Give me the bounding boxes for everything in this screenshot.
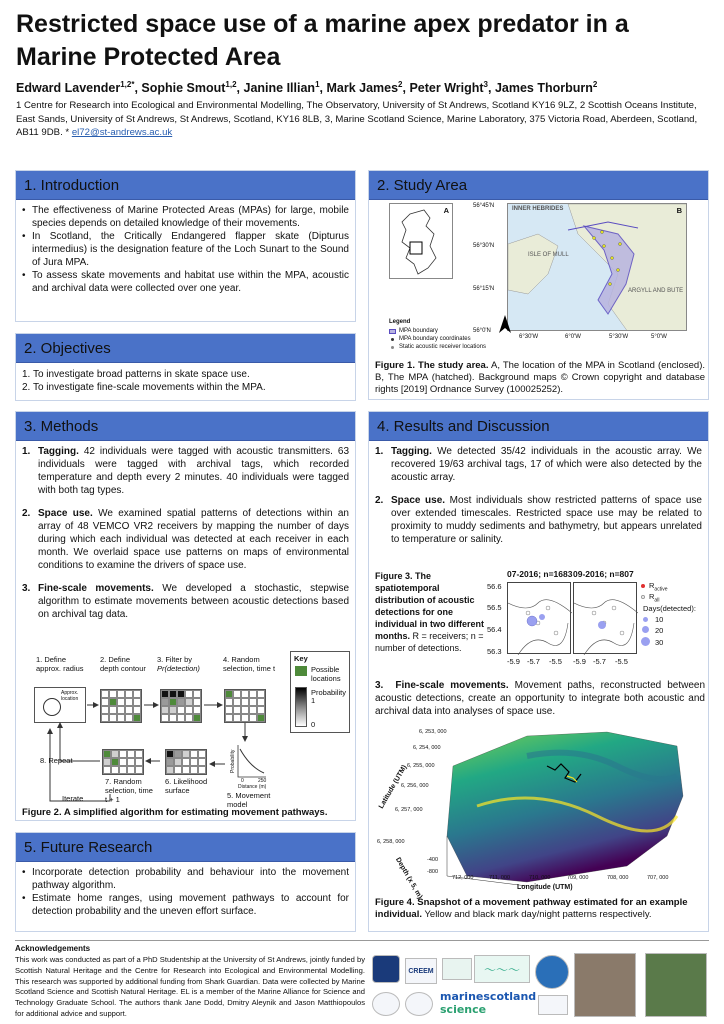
fig3-xtick-1: -5.9 (507, 657, 520, 666)
item-number: 1. (375, 446, 384, 457)
fig1-caption (375, 360, 705, 396)
fig3-panel-title-1: 07-2016; n=1683 (507, 569, 573, 579)
dist-tick-250: 250 (258, 778, 267, 784)
dist-axis-label: Distance (m) (238, 784, 267, 790)
author-affiliation-mark: 2 (592, 80, 598, 89)
numbered-item: 3. Fine-scale movements. We developed a stochastic, stepwise algorithm to estimate movements between acoustic detections based on archival tag data. (22, 583, 349, 620)
future-panel (15, 832, 356, 932)
legend-r-active-dot (641, 584, 645, 588)
item-number: 2. (375, 495, 384, 506)
sams-logo (538, 995, 568, 1015)
map-label-b: B (676, 206, 682, 215)
oceans-logo-2 (405, 992, 433, 1016)
affiliation-text: 1 Centre for Research into Ecological and Environmental Modelling, The Observatory, University of St Andrews, Scotland KY16 9LZ, 2 Scottish Oceans Institute, East Sands, University of St Andrews, St Andrews, Scotland, KY16 8LB, 3, Marine Scotland Science, Marine Laboratory, 375 Victoria Road, Aberdeen, Scotland, AB11 9DB. * (16, 100, 698, 138)
fig3-map-2 (574, 583, 638, 655)
legend-r-active-sub: active (654, 586, 668, 593)
fig4-lon-tick-5: 708, 000 (607, 875, 629, 881)
lon-tick-1: 6°30'W (519, 334, 539, 340)
methods-list (22, 445, 349, 621)
bullet-item: • The effectiveness of Marine Protected Areas (MPAs) for large, mobile species depends on detailed knowledge of their movements. (22, 204, 349, 230)
legend-10: 10 (655, 615, 664, 624)
legend-20-dot (642, 626, 649, 633)
fig4-caption (375, 897, 705, 921)
objectives-panel (15, 333, 356, 401)
bullet-item: • In Scotland, the Critically Endangered flapper skate (Dipturus intermedius) is the designation feature of the Loch Sunart to the Sound of Jura MPA. (22, 230, 349, 269)
objective-item: 2. To investigate fine-scale movements within the MPA. (22, 382, 266, 393)
likelihood-grid (165, 749, 207, 775)
step7-label: 7. Random selection, time t + 1 (105, 777, 153, 804)
study-panel (368, 170, 709, 400)
step1-label: 1. Define approx. radius (36, 655, 84, 673)
numbered-item: 2. Space use. Most individuals show restricted patterns of space use over extended timescales. Restricted space use may be related to proximity to muddy sediments and bathymetry, but appears unrelated to temperature or salinity. (375, 495, 702, 545)
inset-label-a: A (443, 206, 449, 215)
ack-text: This work was conducted as part of a PhD Studentship at the University of St Andrews, jointly funded by Scottish Natural Heritage and the Centre for Research into Ecological and Environmental Modelling. This research was supported by additional funding from Shark Guardian. Data were collected by Marine Scotland Science and Scottish Natural Heritage. EL is a member of the Marine Alliance for Science and Technology Graduate School. The authors thank Jane Dodd, Dmitry Aleynik and Jason Matthiopoulos for additional advice and support. (15, 955, 365, 1018)
creem-logo (405, 958, 437, 984)
study-map-area (389, 201, 689, 359)
iterate-label: Iterate (62, 794, 84, 803)
study-heading: 2. Study Area (369, 171, 708, 200)
numbered-item: 2. Space use. We examined spatial patterns of detections within an array of 48 VEMCO VR2 receivers by mapping the number of days during which each individual was detected at each receiver in each month. We overlaid space use patterns on maps of environmental conditions to examine the drivers of space use. (22, 508, 349, 571)
legend-swatch-boundary (389, 329, 396, 334)
fig3-chart (487, 570, 707, 670)
scotland-inset (389, 203, 453, 279)
fig1-caption-text: A, The location of the MPA in Scotland (enclosed). B, The MPA (hatched). Background maps © Crown copyright and database rights [2019] Ordnance Survey (100025252). (375, 360, 705, 395)
fig3-panel-title-2: 09-2016; n=807 (573, 569, 634, 579)
st-andrews-logo (372, 955, 400, 983)
fig3-panel-1 (507, 582, 571, 654)
oceans-logo (372, 992, 400, 1016)
key-title: Key (294, 654, 308, 663)
objectives-list (16, 363, 355, 398)
fig4-lat-label: Latitude (UTM) (377, 764, 409, 810)
fig3-xtick-3: -5.5 (549, 657, 562, 666)
mull-label: ISLE OF MULL (528, 252, 569, 258)
skate-photo (574, 953, 636, 1017)
key-prob-one: 1 (311, 696, 316, 705)
legend-swatch-receivers (391, 346, 394, 349)
fig4-caption-bold: Figure 4. Snapshot of a movement pathway estimated for an example individual. (375, 897, 688, 920)
legend-r-all-dot (641, 595, 645, 599)
step3-formula: Pr(detection) (157, 664, 200, 673)
fig4-lon-tick-3: 710, 000 (529, 875, 551, 881)
fig4-lon-tick-4: 709, 000 (567, 875, 589, 881)
bullet-item: • Incorporate detection probability and behaviour into the movement pathway algorithm. (22, 866, 349, 892)
fig3-xtick-2: -5.7 (527, 657, 540, 666)
author-list: Edward Lavender$^{1,2*}$, Sophie Smout$^{1,2}$, Janine Illian$^1$, Mark James$^2$, Peter Wright$^3$, James Thorburn$^2$ (16, 80, 598, 96)
north-arrow-icon (499, 315, 511, 333)
fig3-ytick-2: 56.5 (487, 603, 502, 612)
author-name: Edward Lavender (16, 81, 121, 96)
lon-tick-3: 5°30'W (609, 334, 629, 340)
step4-label: 4. Random selection, time t (223, 655, 276, 673)
bullet-item: • To assess skate movements and habitat use within the MPA, acoustic and archival data were collected over one year. (22, 269, 349, 295)
lat-tick-2: 56°30'N (473, 243, 495, 249)
methods-heading: 3. Methods (16, 412, 355, 441)
fig3-xtick-6: -5.5 (615, 657, 628, 666)
poster-title: Restricted space use of a marine apex predator in a Marine Protected Area (16, 10, 629, 71)
item-number: 1. (22, 446, 31, 457)
fig1-caption-bold: Figure 1. The study area. (375, 360, 489, 371)
legend-days-label: Days(detected): (643, 604, 696, 613)
legend-item-2: MPA boundary coordinates (399, 336, 471, 342)
creem-logo-text: CREEM (408, 967, 434, 975)
inner-hebrides-label: INNER HEBRIDES (512, 206, 564, 212)
shark-guardian-logo (535, 955, 569, 989)
lat-tick-1: 56°45'N (473, 203, 495, 209)
fig4-lat-tick-3: 6, 255, 000 (407, 763, 435, 769)
legend-30-dot (641, 637, 650, 646)
legend-r-active-r: R (649, 581, 655, 590)
author-name: Sophie Smout (141, 81, 226, 96)
fig4-lat-tick-5: 6, 257, 000 (395, 807, 423, 813)
fig3-ytick-3: 56.4 (487, 625, 502, 634)
intro-heading: 1. Introduction (16, 171, 355, 200)
fig4-lat-tick-4: 6, 256, 000 (401, 783, 429, 789)
results-panel (368, 411, 709, 932)
step5-label: 5. Movement model (227, 791, 271, 809)
fig3-map-1 (508, 583, 572, 655)
fig4-lat-tick-6: 6, 258, 000 (377, 839, 405, 845)
author-affiliation-mark: 3 (483, 80, 488, 89)
mpa-map (507, 203, 687, 331)
fig3-xtick-4: -5.9 (573, 657, 586, 666)
item-heading: Tagging. (391, 446, 432, 457)
key-prob-zero: 0 (311, 720, 316, 729)
mast-logo: 〜〜〜 (474, 955, 530, 983)
legend-title: Legend (389, 319, 411, 325)
fig4-depth-label: Depth (x 5, m) (394, 856, 424, 901)
item-heading: Fine-scale movements. (38, 583, 154, 594)
approx-location-label: Approx. location (61, 690, 79, 702)
legend-30: 30 (655, 638, 664, 647)
fig4-caption-text: Yellow and black mark day/night patterns respectively. (421, 909, 652, 920)
future-heading: 5. Future Research (16, 833, 355, 862)
fig4-surface (377, 726, 703, 901)
fig4-lat-tick-2: 6, 254, 000 (413, 745, 441, 751)
legend-swatch-coords (391, 338, 394, 341)
fig3-caption-text: R = receivers; n = number of detections. (375, 631, 484, 653)
mpa-map-drawing (508, 204, 687, 331)
methods-panel (15, 411, 356, 821)
email-link[interactable]: el72@st-andrews.ac.uk (71, 127, 173, 138)
author-affiliation-mark: 1 (315, 80, 320, 89)
legend-r-all-sub: all (654, 597, 660, 604)
fig3-caption-bold: Figure 3. The spatiotemporal distribution of acoustic detections for one individual in two different months. (375, 571, 484, 641)
legend-10-dot (643, 617, 648, 622)
numbered-item: 1. Tagging. We detected 35/42 individuals in the acoustic array. We recovered 19/63 archival tags, 17 of which were also detected by the acoustic array. (375, 446, 702, 483)
fig4-lat-tick-1: 6, 253, 000 (419, 729, 447, 735)
fig3-caption (375, 570, 485, 654)
results-item3-num: 3. (375, 680, 384, 691)
fig2-caption: Figure 2. A simplified algorithm for estimating movement pathways. (22, 807, 328, 818)
step6-label: 6. Likelihood surface (165, 777, 208, 795)
marine-scotland-logo (440, 990, 536, 1018)
author-affiliation-mark: 2 (398, 80, 403, 89)
author-name: James Thorburn (494, 81, 593, 96)
fig4-depth-tick-2: -800 (427, 869, 439, 875)
scotland-outline-icon (390, 204, 454, 280)
results-item3 (375, 679, 705, 718)
objective-item: 1. To investigate broad patterns in skate space use. (22, 369, 250, 380)
prob-axis-label: Probability (230, 749, 236, 773)
bullet-item: • Estimate home ranges, using movement pathways to account for detection probability and the uneven effort surface. (22, 892, 349, 918)
lat-tick-4: 56°0'N (473, 328, 491, 334)
legend-item-3: Static acoustic receiver locations (399, 344, 487, 350)
fig4-lon-tick-2: 711, 000 (489, 875, 511, 881)
intro-panel (15, 170, 356, 322)
lat-tick-3: 56°15'N (473, 286, 495, 292)
argyll-label: ARGYLL AND BUTE (628, 288, 684, 294)
author-name: Mark James (326, 81, 399, 96)
step3-text: 3. Filter by (157, 655, 193, 664)
step8-label: 8. Repeat (40, 756, 73, 765)
fig4-lon-tick-6: 707, 000 (647, 875, 669, 881)
next-selection-grid (102, 749, 144, 775)
fig3-ytick-1: 56.6 (487, 582, 502, 591)
step2-label: 2. Define depth contour (100, 655, 146, 673)
numbered-item: 1. Tagging. 42 individuals were tagged with acoustic transmitters. 63 individuals were tagged with archival tags, which recorded temperature and depth every 2 minutes. 40 individuals were tagged with both tag types. (22, 446, 349, 496)
item-heading: Space use. (38, 508, 93, 519)
fig3-ytick-4: 56.3 (487, 647, 502, 656)
ack-heading: Acknowledgements (15, 944, 91, 953)
fig4-depth-tick-1: -400 (427, 857, 439, 863)
fig3-panel-2 (573, 582, 637, 654)
marine-scotland-text: marinescotland (440, 990, 537, 1003)
results-item3-text: Movement paths, reconstructed between acoustic detections, create an opportunity to integrate both acoustic and archival data into analyses of space use. (375, 680, 706, 717)
item-heading: Space use. (391, 495, 446, 506)
author-photo (645, 953, 707, 1017)
algorithm-figure (20, 649, 352, 807)
results-heading: 4. Results and Discussion (369, 412, 708, 441)
lon-tick-2: 6°0'W (565, 334, 581, 340)
fig3-xtick-5: -5.7 (593, 657, 606, 666)
legend-20: 20 (655, 626, 664, 635)
intro-bullets (22, 204, 349, 295)
lon-tick-4: 5°0'W (651, 334, 667, 340)
author-affiliation-mark: 1,2* (120, 80, 135, 89)
footer-rule (15, 940, 709, 941)
key-probability-label: Probability (311, 688, 347, 697)
affiliations (16, 99, 710, 140)
item-heading: Tagging. (38, 446, 79, 457)
fig3-legend (641, 580, 707, 660)
item-number: 3. (22, 583, 31, 594)
results-list (375, 445, 702, 546)
fig4-lon-tick-1: 712, 000 (452, 875, 474, 881)
fig4-lon-label: Longitude (UTM) (517, 884, 573, 891)
item-number: 2. (22, 508, 31, 519)
author-name: Janine Illian (243, 81, 316, 96)
marine-science-text: science (440, 1003, 487, 1016)
future-bullets (22, 866, 349, 918)
legend-r-all-r: R (649, 592, 655, 601)
key-possible-label: Possible locations (311, 665, 341, 683)
dist-tick-0: 0 (241, 778, 244, 784)
results-item3-bold: Fine-scale movements. (395, 680, 509, 691)
nature-scot-logo (442, 958, 472, 980)
objectives-heading: 2. Objectives (16, 334, 355, 363)
author-affiliation-mark: 1,2 (225, 80, 237, 89)
legend-item-1: MPA boundary (399, 328, 438, 334)
author-name: Peter Wright (409, 81, 484, 96)
